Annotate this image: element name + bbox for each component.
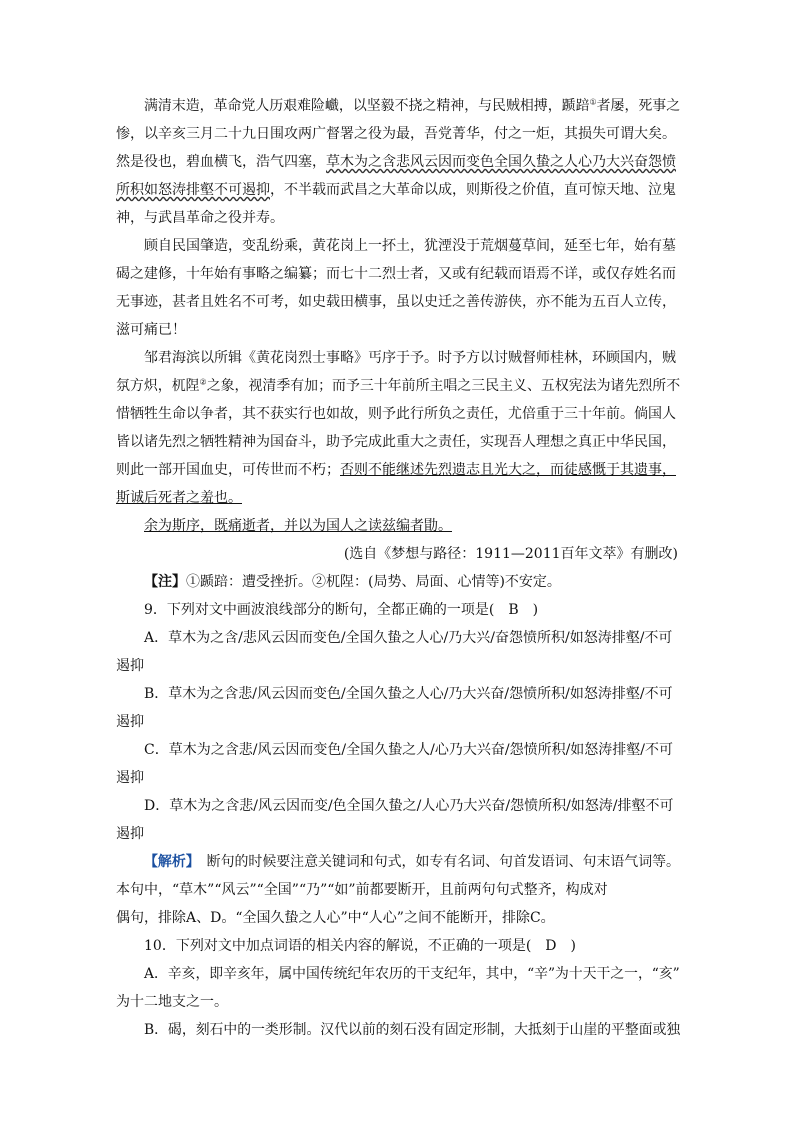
passage-line: 然是役也，碧血横飞，浩气四塞，草木为之含悲风云因而变色全国久蛰之人心乃大兴奋怨愤 [116,154,676,170]
analysis-line: 偶句，排除A、D。“全国久蛰之人心”中“人心”之间不能断开，排除C。 [116,910,555,926]
analysis: 【解析】 断句的时候要注意关键词和句式，如专有名词、句首发语词、句末语气词等。 [144,854,680,870]
passage-line: 无事迹，甚者且姓名不可考，如史载田横事，虽以史迁之善传游侠，亦不能为五百人立传， [116,294,676,310]
option-c-cont: 遏抑 [116,770,144,786]
option-d: D．草木为之含悲/风云因而变/色全国久蛰之/人心乃大兴奋/怨愤所积/如怒涛/排壑不可 [144,798,674,814]
passage-line: 滋可痛已！ [116,322,186,338]
option-d-cont: 遏抑 [116,826,144,842]
wavy-underlined-text: 所积如怒涛排壑不可遏抑 [116,182,270,198]
passage-line: 顾自民国肇造，变乱纷乘，黄花岗上一抔土，犹湮没于荒烟蔓草间，延至七年，始有墓 [144,238,676,254]
passage-line: 所积如怒涛排壑不可遏抑，不半载而武昌之大革命以成，则斯役之价值，直可惊天地、泣鬼 [116,182,676,198]
footnote-marker: ② [199,377,207,387]
passage-line: 惜牺牲生命以争者，其不获实行也如故，则予此行所负之责任，尤倍重于三十年前。倘国人 [116,406,676,422]
underlined-text: 余为斯序，既痛逝者，并以为国人之读兹编者勖。 [144,518,452,534]
option-b: B．碣，刻石中的一类形制。汉代以前的刻石没有固定形制，大抵刻于山崖的平整面或独 [144,1022,681,1038]
option-a: A．草木为之含/悲风云因而变色/全国久蛰之人心/乃大兴/奋怨愤所积/如怒涛排壑/不可 [144,630,673,646]
underlined-text: 斯诚后死者之羞也。 [116,490,242,506]
option-a-cont: 为十二地支之一。 [116,994,228,1010]
passage-line: 则此一部开国血史，可传世而不朽；否则不能继述先烈遗志且光大之，而徒感慨于其遗事， [116,462,676,478]
question-9-stem: 9．下列对文中画波浪线部分的断句，全都正确的一项是( B ) [144,602,539,618]
underlined-text: 否则不能继述先烈遗志且光大之，而徒感慨于其遗事， [340,462,676,478]
option-a: A．辛亥，即辛亥年，属中国传统纪年农历的干支纪年，其中，“辛”为十天干之一，“亥” [144,966,680,982]
passage-line: 惨，以辛亥三月二十九日围攻两广督署之役为最，吾党菁华，付之一炬，其损失可谓大矣。 [116,126,676,142]
option-b-cont: 遏抑 [116,714,144,730]
note-label: 【注】 [144,574,186,590]
passage-line [116,488,242,508]
passage-line: 邹君海滨以所辑《黄花岗烈士事略》丐序于予。时予方以讨贼督师桂林，环顾国内，贼 [144,350,676,366]
option-c: C．草木为之含悲/风云因而变色/全国久蛰之人/心乃大兴奋/怨愤所积/如怒涛排壑/不可 [144,742,674,758]
passage-line [144,516,452,536]
passage-line: 氛方炽，杌陧②之象，视清季有加；而予三十年前所主唱之三民主义、五权宪法为诸先烈所不 [116,377,681,394]
option-b: B．草木为之含悲/风云因而变色/全国久蛰之人心/乃大兴奋/怨愤所积/如怒涛排壑/不可 [144,686,673,702]
passage-line: 碣之建修，十年始有事略之编纂；而七十二烈士者，又或有纪载而语焉不详，或仅存姓名而 [116,266,676,282]
analysis-line: 本句中，“草木”“风云”“全国”“乃”“如”前都要断开，且前两句句式整齐，构成对 [116,882,608,898]
passage-line: 神，与武昌革命之役并寿。 [116,210,284,226]
passage-line: 满清末造，革命党人历艰难险巇，以坚毅不挠之精神，与民贼相搏，踬踣①者屡，死事之 [144,97,681,114]
option-a-cont: 遏抑 [116,658,144,674]
wavy-underlined-text: 草木为之含悲风云因而变色全国久蛰之人心乃大兴奋怨愤 [326,154,676,170]
question-10-stem: 10．下列对文中加点词语的相关内容的解说，不正确的一项是( D ) [144,938,576,954]
note: 【注】①踬踣：遭受挫折。②杌陧：(局势、局面、心情等)不安定。 [144,574,561,590]
source-citation: (选自《梦想与路径：1911—2011百年文萃》有删改) [343,546,678,562]
analysis-label: 【解析】 [144,854,193,870]
footnote-marker: ① [589,97,597,107]
passage-line: 皆以诸先烈之牺牲精神为国奋斗，助予完成此重大之责任，实现吾人理想之真正中华民国， [116,434,676,450]
